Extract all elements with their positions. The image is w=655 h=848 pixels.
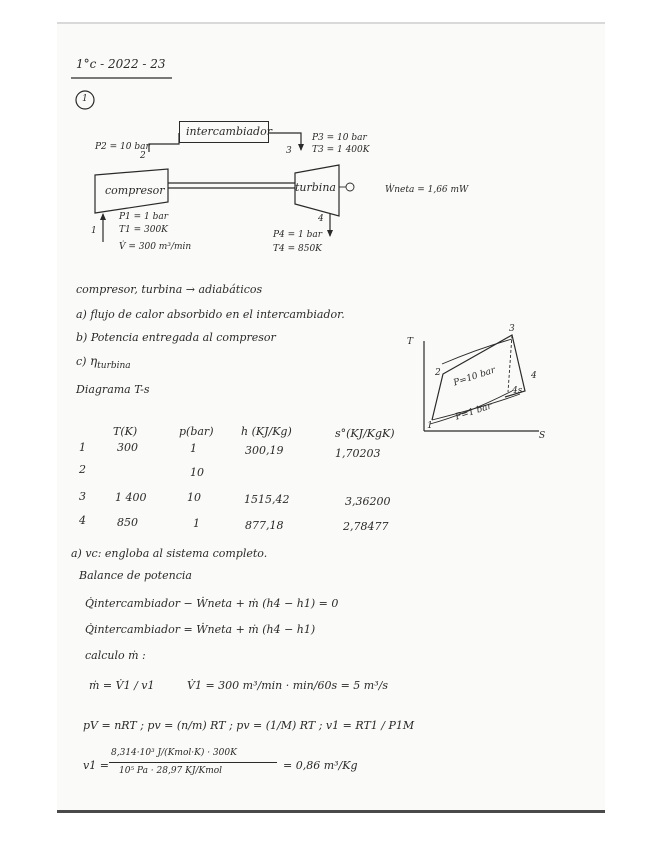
- eta-symbol: η: [89, 354, 98, 368]
- table-row-4-h: 877,18: [245, 519, 284, 532]
- question-a: a) flujo de calor absorbido en el intercambiador.: [76, 308, 345, 321]
- table-row-2-p: 10: [190, 466, 204, 479]
- solution-line-3: calculo ṁ :: [85, 649, 146, 662]
- eta-subscript: turbina: [97, 361, 131, 371]
- ts-state4: 4: [531, 371, 537, 381]
- question-d: Diagrama T-s: [76, 383, 150, 396]
- table-row-4-t: 850: [117, 516, 138, 529]
- fraction-bar: [109, 762, 277, 763]
- t-axis-label: T: [407, 337, 414, 347]
- table-row-3-s: 3,36200: [345, 495, 391, 508]
- equation-5-rhs: = 0,86 m³/Kg: [283, 759, 358, 772]
- compresor-label: compresor: [105, 184, 165, 197]
- p1-label: P1 = 1 bar: [119, 212, 169, 222]
- table-row-4-s: 2,78477: [343, 520, 389, 533]
- equation-4: pV = nRT ; pv = (n/m) RT ; pv = (1/M) RT ; v1 = RT1 / P1M: [83, 719, 415, 732]
- s-axis-label: S: [539, 431, 546, 441]
- table-header-t: T(K): [113, 425, 138, 438]
- ts-state4s: 4s: [512, 386, 523, 396]
- t4-label: T4 = 850K: [273, 244, 322, 254]
- question-c: [76, 354, 131, 371]
- page-title: 1°c - 2022 - 23: [76, 57, 166, 71]
- solution-line-2: Balance de potencia: [79, 569, 192, 582]
- ts-state3: 3: [509, 324, 515, 334]
- equation-5-denominator: 10⁵ Pa · 28,97 KJ/Kmol: [119, 766, 223, 776]
- turbina-label: turbina: [295, 181, 336, 194]
- table-row-3-p: 10: [187, 491, 201, 504]
- state1-label: 1: [91, 226, 97, 236]
- assumption-text: compresor, turbina → adiabáticos: [76, 283, 263, 296]
- table-row-1-state: 1: [79, 441, 86, 454]
- table-row-4-p: 1: [193, 517, 200, 530]
- ts-plow-label: P=1 bar: [454, 401, 494, 423]
- intercambiador-label: intercambiador: [186, 125, 272, 138]
- p3-label: P3 = 10 bar: [312, 133, 367, 143]
- table-row-3-h: 1515,42: [244, 493, 290, 506]
- equation-3b: V̇1 = 300 m³/min · min/60s = 5 m³/s: [187, 679, 388, 692]
- state2-label: 2: [140, 151, 146, 161]
- state4-label: 4: [318, 214, 324, 224]
- ts-state1: 1: [427, 421, 433, 431]
- table-row-1-h: 300,19: [245, 444, 284, 457]
- state3-label: 3: [286, 146, 292, 156]
- question-b: b) Potencia entregada al compresor: [76, 331, 276, 344]
- problem-number: 1: [82, 94, 88, 104]
- table-row-4-state: 4: [79, 514, 86, 527]
- table-header-s: s°(KJ/KgK): [335, 427, 395, 440]
- equation-1: Q̇intercambiador − Ẇneta + ṁ (h4 − h1) = 0: [85, 597, 339, 610]
- table-row-1-t: 300: [117, 441, 138, 454]
- v1-label: V̇ = 300 m³/min: [119, 242, 192, 252]
- table-header-p: p(bar): [179, 425, 214, 438]
- ts-phigh-label: P=10 bar: [452, 365, 497, 389]
- table-row-2-state: 2: [79, 463, 86, 476]
- table-row-3-state: 3: [79, 490, 86, 503]
- table-row-3-t: 1 400: [115, 491, 147, 504]
- t3-label: T3 = 1 400K: [312, 145, 370, 155]
- table-row-1-s: 1,70203: [335, 447, 381, 460]
- table-row-1-p: 1: [190, 442, 197, 455]
- equation-5-numerator: 8,314·10³ J/(Kmol·K) · 300K: [111, 748, 237, 758]
- p4-label: P4 = 1 bar: [273, 230, 323, 240]
- question-c-prefix: c): [76, 355, 87, 368]
- equation-3a: ṁ = V̇1 / v1: [89, 679, 155, 692]
- equation-5-lhs: v1 =: [83, 759, 109, 772]
- t1-label: T1 = 300K: [119, 225, 168, 235]
- table-header-h: h (KJ/Kg): [241, 425, 292, 438]
- solution-line-1: a) vc: engloba al sistema completo.: [71, 547, 268, 560]
- ts-state2: 2: [435, 368, 441, 378]
- equation-2: Q̇intercambiador = Ẇneta + ṁ (h4 − h1): [85, 623, 316, 636]
- p2-label: P2 = 10 bar: [95, 142, 150, 152]
- wneta-label: Ẇneta = 1,66 mW: [385, 185, 469, 195]
- notebook-page: [57, 22, 605, 813]
